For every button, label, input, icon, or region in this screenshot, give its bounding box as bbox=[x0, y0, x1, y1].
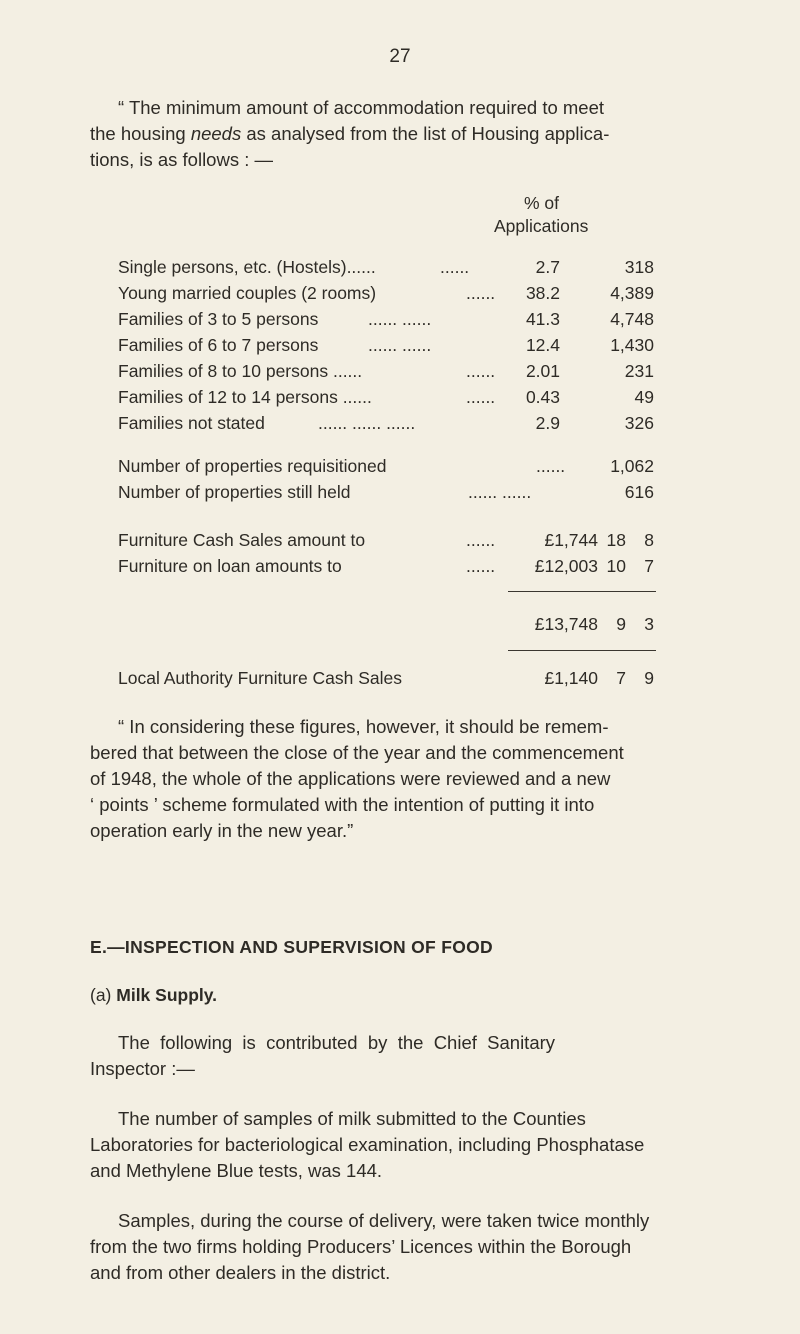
contributed-line-2: Inspector :— bbox=[90, 1058, 195, 1079]
row-label: Young married couples (2 rooms) bbox=[118, 283, 377, 303]
samples-line-3: and Methylene Blue tests, was 144. bbox=[90, 1160, 383, 1181]
row-percentage: 0.43 bbox=[525, 387, 560, 407]
properties-held-label: Number of properties still held bbox=[118, 482, 351, 502]
total-rule-top bbox=[508, 591, 656, 592]
furniture-cash-pounds: £1,744 bbox=[544, 530, 598, 550]
row-percentage: 2.01 bbox=[525, 361, 560, 381]
row-percentage: 41.3 bbox=[525, 309, 560, 329]
row-label: Families not stated bbox=[118, 413, 265, 433]
samples-line-1: The number of samples of milk submitted to the Counties bbox=[118, 1108, 586, 1129]
local-authority-label: Local Authority Furniture Cash Sales bbox=[118, 668, 403, 688]
contributed-line-1: The following is contributed by the Chief Sanitary bbox=[118, 1032, 556, 1053]
local-authority-shillings: 7 bbox=[616, 668, 626, 688]
properties-requisitioned-value: 1,062 bbox=[610, 456, 654, 476]
intro-line-1: “ The minimum amount of accommodation required to meet bbox=[118, 97, 605, 118]
row-count: 4,748 bbox=[610, 309, 654, 329]
row-count: 318 bbox=[624, 257, 654, 277]
page-number: 27 bbox=[389, 46, 411, 67]
furniture-loan-label: Furniture on loan amounts to bbox=[118, 556, 342, 576]
row-percentage: 2.7 bbox=[535, 257, 560, 277]
row-label: Families of 8 to 10 persons ...... bbox=[118, 361, 363, 381]
samples-line-2: Laboratories for bacteriological examination, including Phosphatase bbox=[90, 1134, 645, 1155]
intro-line-2-end: as analysed from the list of Housing applica- bbox=[241, 123, 610, 144]
local-authority-pence: 9 bbox=[644, 668, 654, 688]
row-percentage: 2.9 bbox=[535, 413, 560, 433]
section-heading: E.—INSPECTION AND SUPERVISION OF FOOD bbox=[90, 937, 493, 957]
intro-line-2 bbox=[90, 121, 609, 147]
row-count: 4,389 bbox=[610, 283, 654, 303]
row-leader-dots: ...... bbox=[440, 257, 470, 277]
furniture-cash-pence: 8 bbox=[644, 530, 654, 550]
row-label: Single persons, etc. (Hostels)...... bbox=[118, 257, 376, 277]
considering-line-5: operation early in the new year.” bbox=[90, 820, 354, 841]
row-leader-dots: ...... bbox=[466, 283, 496, 303]
row-leader-dots: ...... ...... bbox=[368, 309, 432, 329]
delivery-line-1: Samples, during the course of delivery, were taken twice monthly bbox=[118, 1210, 650, 1231]
subheading-prefix: (a) bbox=[90, 985, 117, 1005]
furniture-total-shillings: 9 bbox=[616, 614, 626, 634]
properties-requisitioned-label: Number of properties requisitioned bbox=[118, 456, 387, 476]
local-authority-pounds: £1,140 bbox=[544, 668, 598, 688]
considering-line-2: bered that between the close of the year and the commencement bbox=[90, 742, 624, 763]
row-label: Families of 6 to 7 persons bbox=[118, 335, 319, 355]
row-percentage: 38.2 bbox=[525, 283, 560, 303]
row-label: Families of 12 to 14 persons ...... bbox=[118, 387, 372, 407]
subheading bbox=[90, 985, 217, 1006]
row-percentage: 12.4 bbox=[525, 335, 560, 355]
row-leader-dots: ...... bbox=[466, 556, 496, 576]
row-leader-dots: ...... bbox=[466, 361, 496, 381]
row-count: 326 bbox=[624, 413, 654, 433]
row-leader-dots: ...... bbox=[466, 530, 496, 550]
furniture-total-pence: 3 bbox=[644, 614, 654, 634]
row-count: 49 bbox=[634, 387, 654, 407]
row-leader-dots: ...... ...... bbox=[368, 335, 432, 355]
delivery-line-2: from the two firms holding Producers’ Licences within the Borough bbox=[90, 1236, 632, 1257]
row-leader-dots: ...... ...... bbox=[468, 482, 532, 502]
considering-line-4: ‘ points ’ scheme formulated with the intention of putting it into bbox=[90, 794, 595, 815]
row-label: Families of 3 to 5 persons bbox=[118, 309, 319, 329]
row-leader-dots: ...... bbox=[536, 456, 566, 476]
furniture-loan-shillings: 10 bbox=[606, 556, 626, 576]
furniture-total-pounds: £13,748 bbox=[534, 614, 598, 634]
row-leader-dots: ...... ...... ...... bbox=[318, 413, 416, 433]
row-count: 231 bbox=[624, 361, 654, 381]
delivery-line-3: and from other dealers in the district. bbox=[90, 1262, 391, 1283]
header-applications: Applications bbox=[494, 216, 589, 236]
row-count: 1,430 bbox=[610, 335, 654, 355]
header-pct-of: % of bbox=[524, 193, 560, 213]
intro-emphasis: needs bbox=[190, 123, 242, 144]
intro-line-2-start: the housing bbox=[90, 123, 191, 144]
considering-line-3: of 1948, the whole of the applications were reviewed and a new bbox=[90, 768, 611, 789]
intro-line-3: tions, is as follows : — bbox=[90, 149, 274, 170]
furniture-loan-pence: 7 bbox=[644, 556, 654, 576]
considering-line-1: “ In considering these figures, however, it should be remem- bbox=[118, 716, 609, 737]
furniture-cash-sales-label: Furniture Cash Sales amount to bbox=[118, 530, 366, 550]
row-leader-dots: ...... bbox=[466, 387, 496, 407]
total-rule-bottom bbox=[508, 650, 656, 651]
furniture-loan-pounds: £12,003 bbox=[534, 556, 598, 576]
subheading-title: Milk Supply. bbox=[116, 985, 218, 1005]
furniture-cash-shillings: 18 bbox=[606, 530, 626, 550]
properties-held-value: 616 bbox=[624, 482, 654, 502]
